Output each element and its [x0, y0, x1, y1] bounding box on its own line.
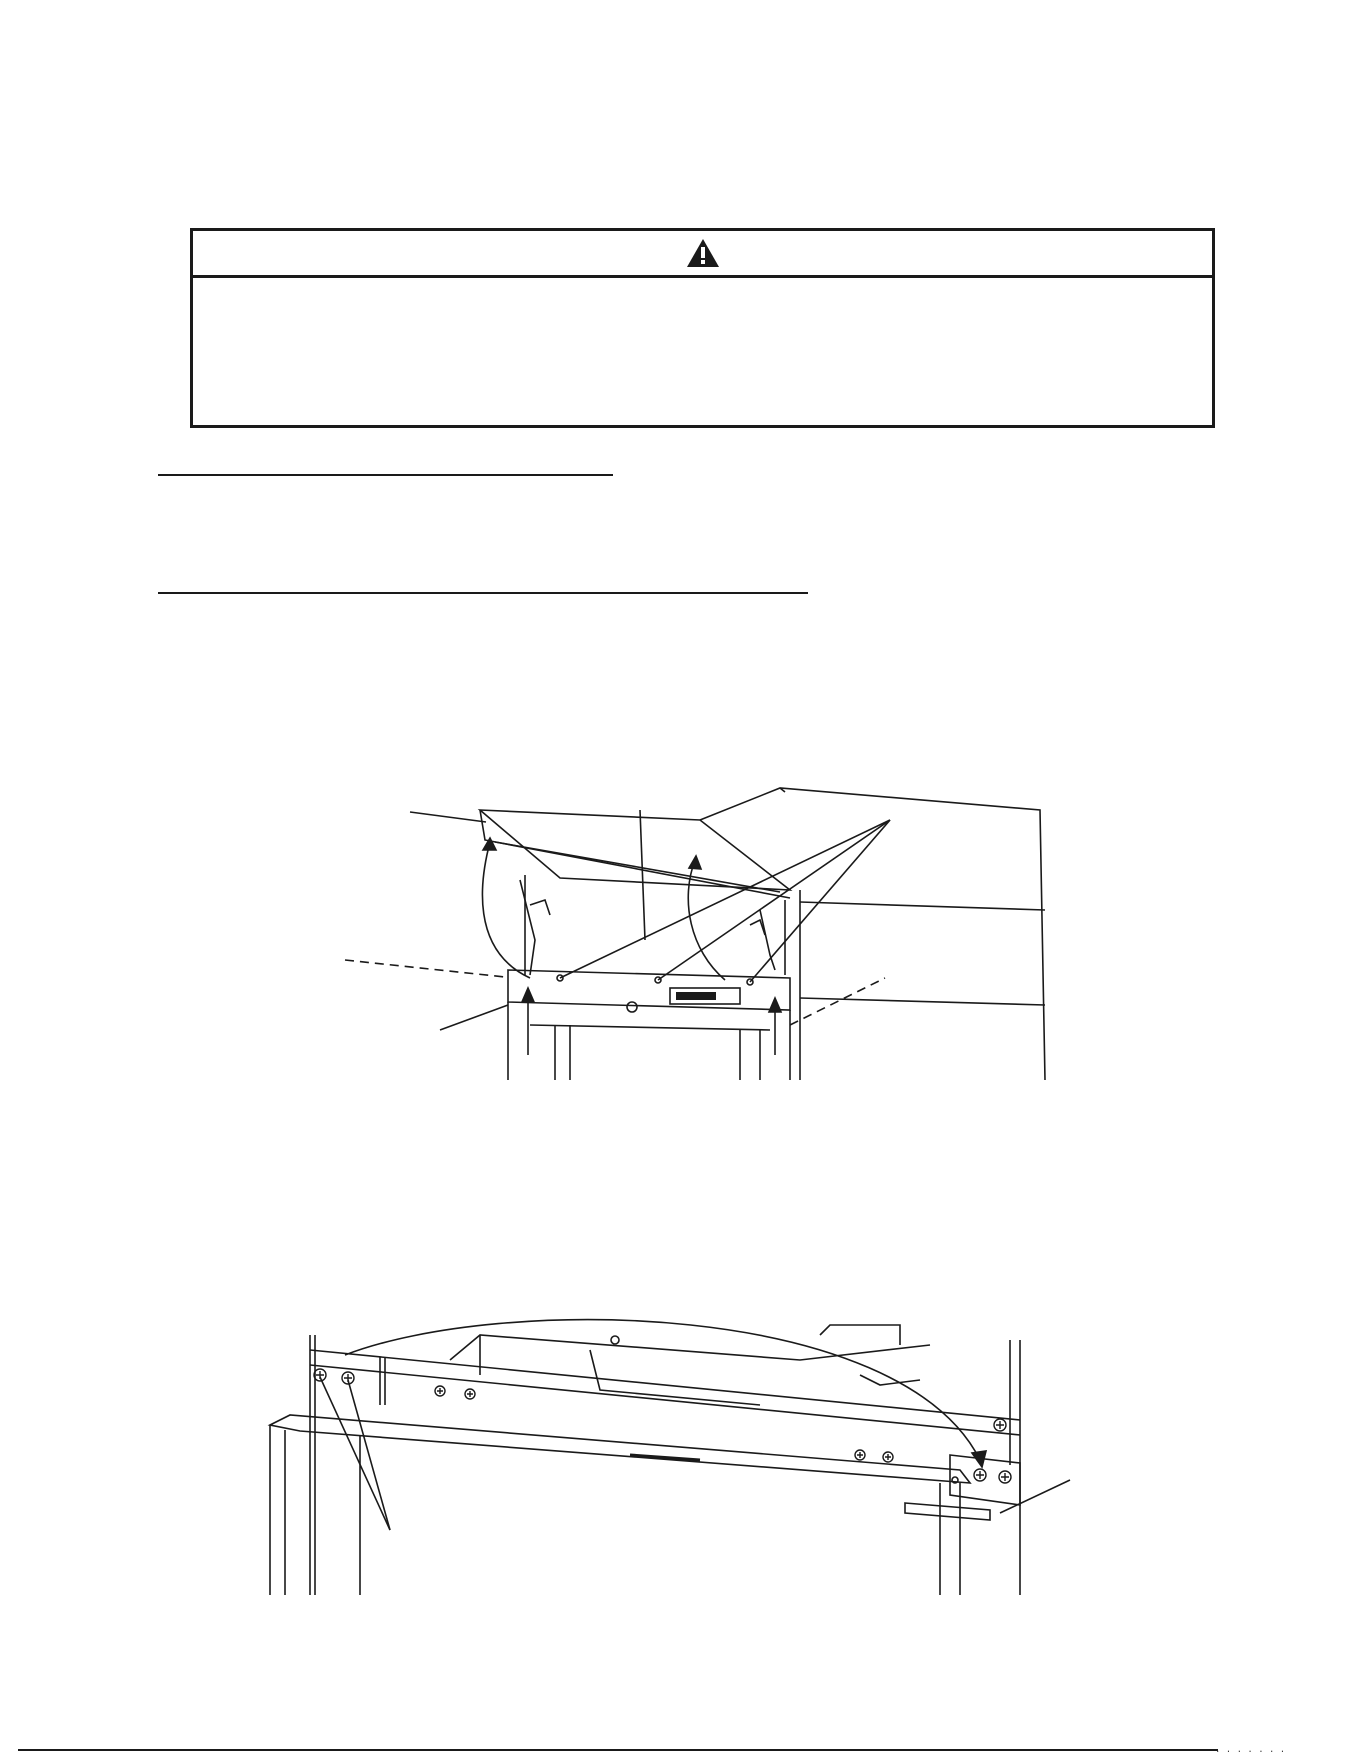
- footer-rule: [18, 1749, 1218, 1751]
- section-underline-1: [158, 474, 613, 476]
- figure-front-rail: [0, 1305, 1361, 1595]
- footer-code: . . . . . . .: [1215, 1745, 1286, 1755]
- caution-body: [193, 278, 1212, 428]
- caution-box: [190, 228, 1215, 428]
- warning-triangle-icon: [685, 237, 721, 269]
- caution-header: [193, 231, 1212, 278]
- section-underline-2: [158, 592, 808, 594]
- figure-top-panel: [0, 780, 1361, 1080]
